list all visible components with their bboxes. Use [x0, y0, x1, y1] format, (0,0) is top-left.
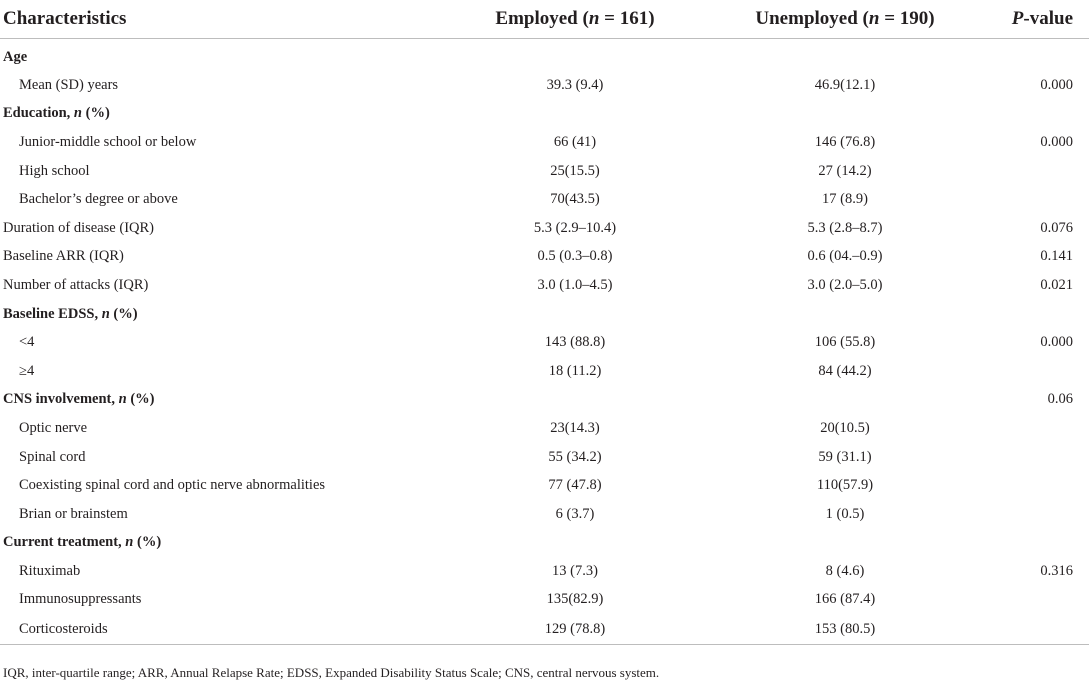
table-footnote: IQR, inter-quartile range; ARR, Annual Relapse Rate; EDSS, Expanded Disability Status Scale; CNS, central nervous system.: [3, 665, 660, 680]
p-value-cell: [960, 443, 1089, 472]
header-unemployed: Unemployed (n = 190): [660, 0, 960, 39]
section-label: CNS involvement, n (%): [3, 391, 155, 408]
section-row: [0, 300, 1089, 329]
section-row: [0, 529, 1089, 558]
p-value-cell: [960, 614, 1089, 645]
employed-cell: 135(82.9): [546, 591, 604, 608]
table-row: [0, 328, 1089, 357]
unemployed-cell: 1 (0.5): [825, 505, 865, 522]
p-value-cell: 0.000: [1040, 133, 1073, 150]
unemployed-cell: 59 (31.1): [818, 448, 872, 465]
row-label: Brian or brainstem: [19, 505, 128, 522]
header-p-value: P-value: [960, 0, 1089, 39]
employed-cell: 70(43.5): [550, 191, 600, 208]
p-value-cell: [960, 586, 1089, 615]
p-value-cell: 0.000: [1040, 76, 1073, 93]
p-value-cell: [960, 300, 1089, 329]
unemployed-cell: 146 (76.8): [814, 133, 876, 150]
p-value-cell: [960, 39, 1089, 72]
unemployed-cell: 106 (55.8): [814, 334, 876, 351]
p-value-cell: 0.06: [1047, 391, 1073, 408]
employed-cell: 23(14.3): [550, 419, 600, 436]
p-value-cell: 0.316: [1040, 562, 1073, 579]
p-value-cell: 0.000: [1040, 334, 1073, 351]
employed-cell: [420, 300, 660, 329]
row-label: Mean (SD) years: [19, 76, 119, 93]
table-row: [0, 586, 1089, 615]
employed-cell: 77 (47.8): [548, 477, 602, 494]
employed-cell: [420, 386, 660, 415]
row-label: Junior-middle school or below: [19, 133, 197, 150]
p-value-cell: [960, 414, 1089, 443]
unemployed-cell: 46.9(12.1): [814, 76, 876, 93]
employed-cell: 66 (41): [553, 133, 597, 150]
table-body: [0, 39, 1089, 645]
employed-cell: 6 (3.7): [555, 505, 595, 522]
employed-cell: [420, 100, 660, 129]
unemployed-cell: 8 (4.6): [825, 562, 865, 579]
section-label: Education, n (%): [3, 105, 110, 122]
employed-cell: 5.3 (2.9–10.4): [533, 219, 617, 236]
table-row: [0, 128, 1089, 157]
table-row: [0, 414, 1089, 443]
unemployed-cell: [660, 100, 960, 129]
section-label: Current treatment, n (%): [3, 534, 162, 551]
unemployed-cell: 3.0 (2.0–5.0): [807, 276, 883, 293]
p-value-cell: [960, 157, 1089, 186]
unemployed-cell: 20(10.5): [820, 419, 870, 436]
row-label: Baseline ARR (IQR): [3, 248, 124, 265]
section-row: [0, 386, 1089, 415]
table-row: [0, 443, 1089, 472]
table-row: [0, 243, 1089, 272]
employed-cell: 143 (88.8): [544, 334, 606, 351]
employed-cell: 129 (78.8): [420, 614, 660, 645]
row-label: Rituximab: [19, 562, 81, 579]
employed-cell: [420, 529, 660, 558]
table-row: [0, 471, 1089, 500]
p-value-cell: 0.141: [1040, 248, 1073, 265]
table-row: [0, 500, 1089, 529]
table-row: [0, 214, 1089, 243]
unemployed-cell: [660, 39, 960, 72]
employed-cell: 3.0 (1.0–4.5): [537, 276, 613, 293]
row-label: Bachelor’s degree or above: [19, 191, 178, 208]
row-label: Spinal cord: [19, 448, 86, 465]
unemployed-cell: 5.3 (2.8–8.7): [807, 219, 883, 236]
section-label: Baseline EDSS, n (%): [3, 305, 138, 322]
row-label: ≥4: [19, 362, 35, 379]
unemployed-cell: 110(57.9): [816, 477, 874, 494]
row-label: High school: [19, 162, 90, 179]
p-value-cell: [960, 471, 1089, 500]
unemployed-cell: 17 (8.9): [822, 191, 868, 208]
table-row: [0, 157, 1089, 186]
unemployed-cell: 27 (14.2): [818, 162, 872, 179]
unemployed-cell: [660, 300, 960, 329]
row-label: Corticosteroids: [0, 614, 420, 645]
unemployed-cell: 153 (80.5): [660, 614, 960, 645]
p-value-cell: [960, 357, 1089, 386]
employed-cell: 18 (11.2): [548, 362, 602, 379]
header-characteristics: Characteristics: [0, 0, 420, 39]
p-value-cell: 0.076: [1040, 219, 1073, 236]
unemployed-cell: 0.6 (04.–0.9): [807, 248, 883, 265]
row-label: Coexisting spinal cord and optic nerve abnormalities: [19, 477, 326, 494]
row-label: Number of attacks (IQR): [3, 276, 149, 293]
table-row: [0, 557, 1089, 586]
row-label: Immunosuppressants: [19, 591, 142, 608]
table-row: [0, 271, 1089, 300]
p-value-cell: [960, 185, 1089, 214]
unemployed-cell: 166 (87.4): [814, 591, 876, 608]
section-label: Age: [3, 48, 28, 65]
p-value-cell: 0.021: [1040, 276, 1073, 293]
employed-cell: 0.5 (0.3–0.8): [537, 248, 613, 265]
employed-cell: 13 (7.3): [552, 562, 598, 579]
table-row: [0, 357, 1089, 386]
employed-cell: 55 (34.2): [548, 448, 602, 465]
unemployed-cell: 84 (44.2): [818, 362, 872, 379]
p-value-cell: [960, 500, 1089, 529]
section-row: [0, 100, 1089, 129]
section-row: [0, 39, 1089, 72]
header-row: [0, 0, 1089, 39]
table-row: [0, 614, 1089, 645]
employed-cell: [420, 39, 660, 72]
row-label: Duration of disease (IQR): [3, 219, 154, 236]
employed-cell: 25(15.5): [550, 162, 600, 179]
table-row: [0, 71, 1089, 100]
unemployed-cell: [660, 386, 960, 415]
row-label: <4: [19, 334, 35, 351]
row-label: Optic nerve: [19, 419, 88, 436]
p-value-cell: [960, 100, 1089, 129]
header-employed: Employed (n = 161): [420, 0, 660, 39]
unemployed-cell: [660, 529, 960, 558]
table-row: [0, 185, 1089, 214]
employed-cell: 39.3 (9.4): [546, 76, 604, 93]
p-value-cell: [960, 529, 1089, 558]
